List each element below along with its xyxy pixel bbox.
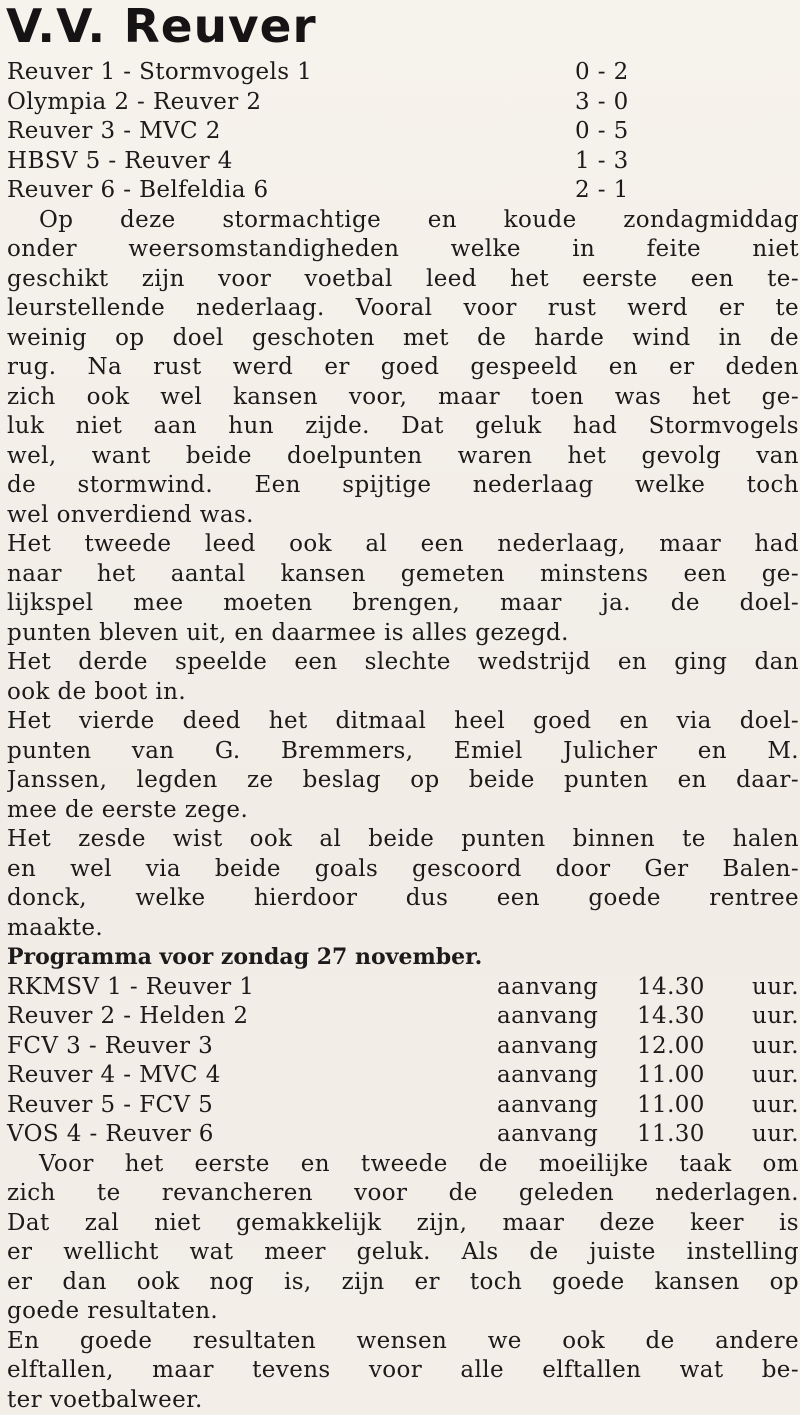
fixture-kickoff-label: aanvang bbox=[497, 973, 637, 1003]
fixture-time: 11.00 bbox=[637, 1061, 737, 1091]
fixture-kickoff-label: aanvang bbox=[497, 1032, 637, 1062]
text-line: punten bleven uit, en daarmee is alles gezegd. bbox=[7, 619, 799, 649]
fixture-unit: uur. bbox=[737, 1002, 799, 1032]
article-body bbox=[7, 58, 799, 1415]
text-line: er dan ook nog is, zijn er toch goede kansen op bbox=[7, 1268, 799, 1298]
text-line: Voor het eerste en tweede de moeilijke taak om bbox=[7, 1150, 799, 1180]
paragraph bbox=[7, 825, 799, 943]
result-match: HBSV 5 - Reuver 4 bbox=[7, 147, 575, 177]
paragraph bbox=[7, 530, 799, 648]
fixture-unit: uur. bbox=[737, 1032, 799, 1062]
paragraph bbox=[7, 648, 799, 707]
text-line: leurstellende nederlaag. Vooral voor rust werd er te bbox=[7, 294, 799, 324]
text-line: donck, welke hierdoor dus een goede rentree bbox=[7, 884, 799, 914]
fixture-match: Reuver 5 - FCV 5 bbox=[7, 1091, 497, 1121]
fixture-kickoff-label: aanvang bbox=[497, 1061, 637, 1091]
fixture-row bbox=[7, 1002, 799, 1032]
text-line: maakte. bbox=[7, 914, 799, 944]
result-match: Reuver 6 - Belfeldia 6 bbox=[7, 176, 575, 206]
text-line: goede resultaten. bbox=[7, 1297, 799, 1327]
fixture-time: 14.30 bbox=[637, 973, 737, 1003]
fixture-time: 14.30 bbox=[637, 1002, 737, 1032]
fixture-kickoff-label: aanvang bbox=[497, 1120, 637, 1150]
result-match: Reuver 3 - MVC 2 bbox=[7, 117, 575, 147]
fixture-unit: uur. bbox=[737, 1061, 799, 1091]
fixture-row bbox=[7, 973, 799, 1003]
result-match: Olympia 2 - Reuver 2 bbox=[7, 88, 575, 118]
text-line: naar het aantal kansen gemeten minstens een ge- bbox=[7, 560, 799, 590]
text-line: lijkspel mee moeten brengen, maar ja. de doel- bbox=[7, 589, 799, 619]
text-line: Dat zal niet gemakkelijk zijn, maar deze keer is bbox=[7, 1209, 799, 1239]
result-row bbox=[7, 117, 799, 147]
fixture-match: Reuver 2 - Helden 2 bbox=[7, 1002, 497, 1032]
fixture-kickoff-label: aanvang bbox=[497, 1002, 637, 1032]
text-line: Het derde speelde een slechte wedstrijd en ging dan bbox=[7, 648, 799, 678]
fixture-row bbox=[7, 1091, 799, 1121]
text-line: zich te revancheren voor de geleden nederlagen. bbox=[7, 1179, 799, 1209]
text-line: zich ook wel kansen voor, maar toen was het ge- bbox=[7, 383, 799, 413]
fixture-unit: uur. bbox=[737, 1120, 799, 1150]
result-score: 1 - 3 bbox=[575, 147, 799, 177]
fixture-match: VOS 4 - Reuver 6 bbox=[7, 1120, 497, 1150]
fixture-unit: uur. bbox=[737, 1091, 799, 1121]
programme-heading: Programma voor zondag 27 november. bbox=[7, 943, 799, 973]
text-line: Het zesde wist ook al beide punten binnen te halen bbox=[7, 825, 799, 855]
result-score: 3 - 0 bbox=[575, 88, 799, 118]
fixture-match: FCV 3 - Reuver 3 bbox=[7, 1032, 497, 1062]
fixture-unit: uur. bbox=[737, 973, 799, 1003]
result-score: 0 - 5 bbox=[575, 117, 799, 147]
text-line: ook de boot in. bbox=[7, 678, 799, 708]
text-line: en wel via beide goals gescoord door Ger Balen- bbox=[7, 855, 799, 885]
text-line: mee de eerste zege. bbox=[7, 796, 799, 826]
fixture-match: RKMSV 1 - Reuver 1 bbox=[7, 973, 497, 1003]
text-line: geschikt zijn voor voetbal leed het eerste een te- bbox=[7, 265, 799, 295]
fixture-time: 12.00 bbox=[637, 1032, 737, 1062]
text-line: wel onverdiend was. bbox=[7, 501, 799, 531]
fixture-time: 11.30 bbox=[637, 1120, 737, 1150]
fixture-row bbox=[7, 1032, 799, 1062]
text-line: punten van G. Bremmers, Emiel Julicher en M. bbox=[7, 737, 799, 767]
text-line: weinig op doel geschoten met de harde wind in de bbox=[7, 324, 799, 354]
text-line: er wellicht wat meer geluk. Als de juiste instelling bbox=[7, 1238, 799, 1268]
text-line: elftallen, maar tevens voor alle elftallen wat be- bbox=[7, 1356, 799, 1386]
fixture-row bbox=[7, 1120, 799, 1150]
text-line: Het tweede leed ook al een nederlaag, maar had bbox=[7, 530, 799, 560]
text-line: Janssen, legden ze beslag op beide punten en daar- bbox=[7, 766, 799, 796]
fixture-match: Reuver 4 - MVC 4 bbox=[7, 1061, 497, 1091]
result-match: Reuver 1 - Stormvogels 1 bbox=[7, 58, 575, 88]
paragraph bbox=[7, 206, 799, 531]
text-line: wel, want beide doelpunten waren het gevolg van bbox=[7, 442, 799, 472]
result-row bbox=[7, 58, 799, 88]
text-line: onder weersomstandigheden welke in feite niet bbox=[7, 235, 799, 265]
paragraph bbox=[7, 707, 799, 825]
result-row bbox=[7, 176, 799, 206]
text-line: Het vierde deed het ditmaal heel goed en via doel- bbox=[7, 707, 799, 737]
result-row bbox=[7, 88, 799, 118]
paragraph bbox=[7, 1327, 799, 1415]
text-line: rug. Na rust werd er goed gespeeld en er deden bbox=[7, 353, 799, 383]
article-title: V.V. Reuver bbox=[6, 0, 317, 52]
fixture-kickoff-label: aanvang bbox=[497, 1091, 637, 1121]
text-line: luk niet aan hun zijde. Dat geluk had Stormvogels bbox=[7, 412, 799, 442]
text-line: Op deze stormachtige en koude zondagmiddag bbox=[7, 206, 799, 236]
paragraph bbox=[7, 1150, 799, 1327]
text-line: de stormwind. Een spijtige nederlaag welke toch bbox=[7, 471, 799, 501]
result-score: 2 - 1 bbox=[575, 176, 799, 206]
fixture-time: 11.00 bbox=[637, 1091, 737, 1121]
result-score: 0 - 2 bbox=[575, 58, 799, 88]
text-line: ter voetbalweer. bbox=[7, 1386, 799, 1415]
result-row bbox=[7, 147, 799, 177]
fixture-row bbox=[7, 1061, 799, 1091]
text-line: En goede resultaten wensen we ook de andere bbox=[7, 1327, 799, 1357]
